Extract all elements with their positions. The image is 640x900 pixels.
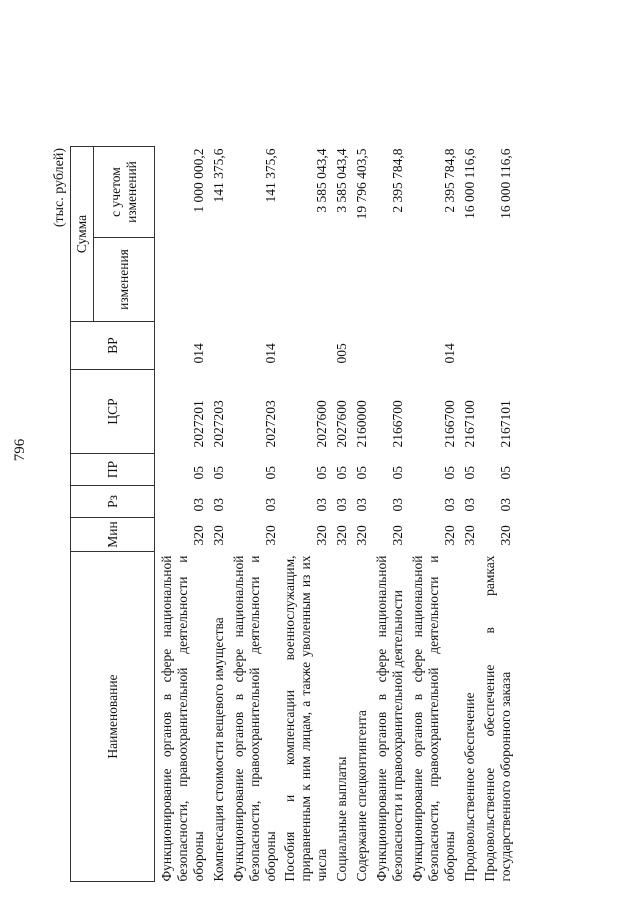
header-csr: ЦСР <box>71 370 155 454</box>
row-name: Продовольственное обеспечение в рамках государственного оборонного заказа <box>481 555 513 882</box>
row-rz: 03 <box>314 498 330 512</box>
row-vr: 014 <box>441 343 457 364</box>
table-row <box>227 146 279 881</box>
row-rz: 03 <box>354 498 370 512</box>
budget-table <box>70 146 513 882</box>
row-pr: 05 <box>190 466 206 480</box>
row-name: Содержание спецконтингента <box>354 710 370 882</box>
row-csr: 2027203 <box>210 400 226 448</box>
header-pr: ПР <box>71 454 155 486</box>
row-min: 320 <box>210 525 226 546</box>
row-pr: 05 <box>210 466 226 480</box>
row-rz: 03 <box>441 498 457 512</box>
row-total: 2 395 784,8 <box>389 148 405 213</box>
header-name: Наименование <box>71 552 155 882</box>
page-number: 796 <box>12 438 28 462</box>
row-total: 3 585 043,4 <box>334 148 350 213</box>
header-with-changes: с учетом изменений <box>94 146 155 237</box>
row-total: 141 375,6 <box>262 148 278 203</box>
row-vr: 014 <box>190 343 206 364</box>
row-vr: 014 <box>262 343 278 364</box>
header-vr: ВР <box>71 322 155 370</box>
row-changes <box>478 238 514 322</box>
row-total: 2 395 784,8 <box>441 148 457 213</box>
row-pr: 05 <box>441 466 457 480</box>
unit-note: (тыс. рублей) <box>52 148 67 228</box>
row-rz: 03 <box>262 498 278 512</box>
row-rz: 03 <box>210 498 226 512</box>
row-name: Социальные выплаты <box>334 756 350 882</box>
row-changes <box>406 238 458 322</box>
header-rz: Рз <box>71 486 155 518</box>
row-name: Функционирование органов в сфере национальной безопасности, правоохранительной деятельности и обороны <box>409 555 457 882</box>
table-row <box>278 146 330 881</box>
row-changes <box>278 238 330 322</box>
table-row <box>207 146 227 881</box>
row-name: Продовольственное обеспечение <box>461 692 477 882</box>
row-pr: 05 <box>314 466 330 480</box>
row-changes <box>458 238 478 322</box>
row-min: 320 <box>461 525 477 546</box>
row-changes <box>227 238 279 322</box>
row-min: 320 <box>334 525 350 546</box>
row-min: 320 <box>262 525 278 546</box>
row-min: 320 <box>441 525 457 546</box>
header-min: Мин <box>71 518 155 552</box>
row-pr: 05 <box>389 466 405 480</box>
row-name: Функционирование органов в сфере национальной безопасности и правоохранительной деятельности <box>374 555 405 882</box>
row-vr <box>207 322 227 370</box>
row-name: Функционирование органов в сфере национальной безопасности, правоохранительной деятельности и обороны <box>230 555 278 882</box>
table-row <box>330 146 350 881</box>
table-body <box>155 146 514 881</box>
row-changes <box>207 238 227 322</box>
row-total: 141 375,6 <box>210 148 226 203</box>
table-row <box>370 146 406 881</box>
row-min: 320 <box>354 525 370 546</box>
header-changes: изменения <box>94 238 155 322</box>
row-name: Функционирование органов в сфере национальной безопасности, правоохранительной деятельности и обороны <box>159 555 206 882</box>
row-csr: 2027203 <box>262 400 278 448</box>
row-min: 320 <box>389 525 405 546</box>
table-row <box>478 146 514 881</box>
row-changes <box>330 238 350 322</box>
row-total: 16 000 116,6 <box>497 148 513 219</box>
row-csr: 2160000 <box>354 400 370 448</box>
row-vr <box>350 322 370 370</box>
row-pr: 05 <box>497 466 513 480</box>
row-rz: 03 <box>190 498 206 512</box>
row-rz: 03 <box>389 498 405 512</box>
row-vr <box>478 322 514 370</box>
header-sum: Сумма <box>71 146 94 321</box>
table-row <box>458 146 478 881</box>
row-csr: 2166700 <box>441 400 457 448</box>
row-changes <box>350 238 370 322</box>
row-csr: 2167100 <box>461 400 477 448</box>
row-name: Компенсация стоимости вещевого имущества <box>210 617 226 882</box>
row-csr: 2027600 <box>314 400 330 448</box>
row-total: 19 796 403,5 <box>354 148 370 220</box>
table-header <box>71 146 155 881</box>
row-min: 320 <box>314 525 330 546</box>
row-csr: 2166700 <box>389 400 405 448</box>
row-total: 1 000 000,2 <box>190 148 206 213</box>
row-pr: 05 <box>354 466 370 480</box>
row-rz: 03 <box>497 498 513 512</box>
row-min: 320 <box>190 525 206 546</box>
row-rz: 03 <box>334 498 350 512</box>
row-csr: 2027600 <box>334 400 350 448</box>
row-vr <box>278 322 330 370</box>
row-min: 320 <box>497 525 513 546</box>
row-pr: 05 <box>262 466 278 480</box>
table-row <box>155 146 207 881</box>
row-name: Пособия и компенсации военнослужащим, приравненным к ним лицам, а также уволенным из их числа <box>282 555 330 882</box>
row-changes <box>155 238 207 322</box>
row-rz: 03 <box>461 498 477 512</box>
row-vr <box>370 322 406 370</box>
table-row <box>350 146 370 881</box>
row-pr: 05 <box>461 466 477 480</box>
table-row <box>406 146 458 881</box>
row-vr: 005 <box>334 343 350 364</box>
row-pr: 05 <box>334 466 350 480</box>
row-vr <box>458 322 478 370</box>
row-csr: 2027201 <box>190 400 206 448</box>
row-csr: 2167101 <box>497 400 513 448</box>
row-changes <box>370 238 406 322</box>
row-total: 3 585 043,4 <box>314 148 330 213</box>
row-total: 16 000 116,6 <box>461 148 477 219</box>
